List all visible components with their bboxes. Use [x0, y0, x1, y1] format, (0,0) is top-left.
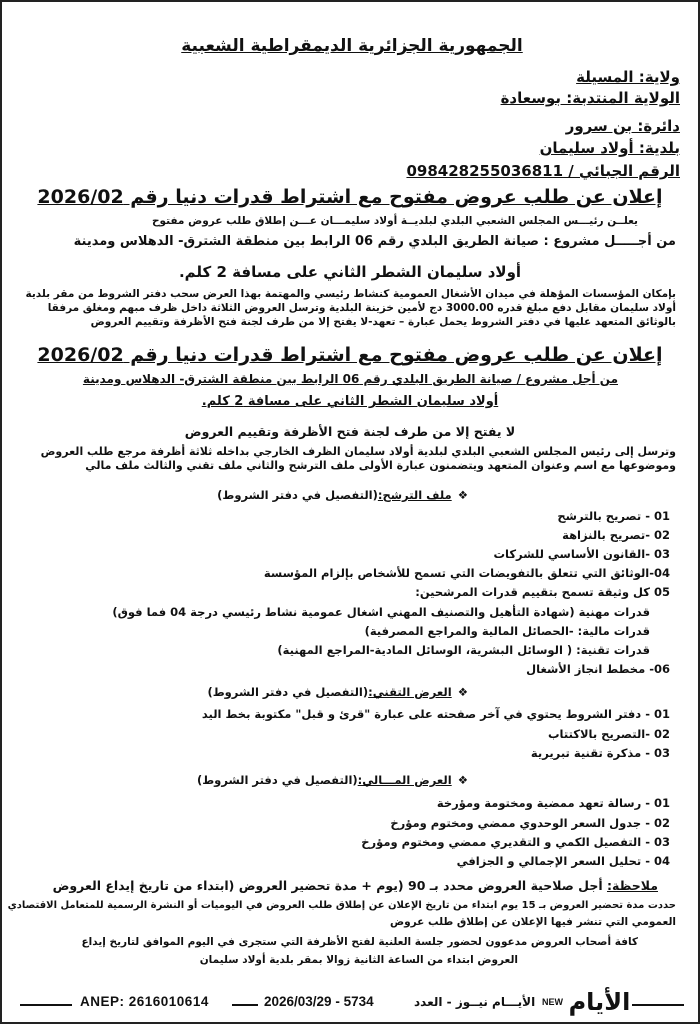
- logo-arabic-text: الأيام: [568, 988, 631, 1016]
- commune-line: بلدية: أولاد سليمان: [539, 139, 680, 157]
- diamond-bullet-icon: ❖: [457, 488, 468, 502]
- note-line-3: العمومي التي تنشر فيها الإعلان عن إطلاق طلب عروض: [389, 916, 676, 928]
- footer-rule: [232, 1004, 258, 1006]
- intro-line: يعلــن رئيـــس المجلس الشعبي البلدي لبلديــة أولاد سليمـــان عـــن إطلاق طلب عروض مفتوح: [151, 215, 638, 227]
- candidacy-item: 05 كل وثيقة تسمح بتقييم قدرات المرشحين:: [415, 585, 670, 599]
- footer-rule: [20, 1004, 72, 1006]
- project-line-2: أولاد سليمان الشطر الثاني على مسافة 2 كلم.: [178, 263, 522, 281]
- technical-item: 03 - مذكرة تقنية تبريرية: [530, 746, 670, 760]
- newspaper-logo: [542, 988, 630, 1016]
- candidacy-subitem: قدرات مهنية (شهادة التأهيل والتصنيف المهني اشغال عمومية نشاط رئيسي درجة 04 فما فوق): [112, 605, 650, 619]
- send-paragraph: وترسل إلى رئيس المجلس الشعبي البلدي لبلدية أولاد سليمان الظرف الخارجي بداخله ثلاثة أظرفة مرجع طلب العروض وموضوعها مع اسم وعنوان المتعهد ويتضمنون عبارة الأولى ملف الترشح والثاني ملف تقني والثالث ملف مالي: [40, 445, 676, 472]
- financial-item: 04 - تحليل السعر الإجمالي و الجزافي: [456, 854, 670, 868]
- note-line-5: العروض ابتداء من الساعة الثانية زوالا بمقر بلدية أولاد سليمان: [199, 954, 518, 966]
- wilaya-delegate-line: الولاية المنتدبة: بوسعادة: [500, 89, 680, 107]
- candidacy-item: 02 -تصريح بالنزاهة: [562, 528, 670, 542]
- technical-item: 02 -التصريح بالاكتتاب: [548, 727, 670, 741]
- candidacy-item-last: 06- مخطط انجاز الأشغال: [526, 662, 670, 676]
- candidacy-subitem: قدرات مالية: -الحصائل المالية والمراجع المصرفية): [364, 624, 650, 638]
- project-line-1: من أجـــــل مشروع : صيانة الطريق البلدي رقم 06 الرابط بين منطقة الشترق- الدهلاس ومدينة: [73, 234, 676, 249]
- financial-item: 02 - جدول السعر الوحدوي ممضي ومختوم ومؤرخ: [390, 816, 670, 830]
- note-line-1: ملاحظة: أجل صلاحية العروض محدد بـ 90 (يوم + مدة تحضير العروض (ابتداء من تاريخ إيداع العروض: [52, 878, 658, 893]
- candidacy-header: ❖ملف الترشح:(التفصيل في دفتر الشروط): [217, 488, 468, 502]
- diamond-bullet-icon: ❖: [457, 685, 468, 699]
- diamond-bullet-icon: ❖: [457, 773, 468, 787]
- note-line-4: كافة أصحاب العروض مدعوون لحضور جلسة العلنية لفتح الأظرفة التي ستجرى في اليوم الموافق لتاريخ إيداع: [81, 936, 638, 948]
- candidacy-item: 01 - تصريح بالترشح: [557, 509, 670, 523]
- announcement-title: إعلان عن طلب عروض مفتوح مع اشتراط قدرات دنيا رقم 2026/02: [37, 186, 663, 208]
- repeat-project-1: من أجل مشروع / صيانة الطريق البلدي رقم 06 الرابط بين منطقة الشترق- الدهلاس ومدينة: [82, 372, 618, 386]
- republic-title: الجمهورية الجزائرية الديمقراطية الشعبية: [181, 36, 523, 56]
- financial-item: 03 - التفصيل الكمي و التقديري ممضي ومختوم ومؤرخ: [361, 835, 670, 849]
- candidacy-item: 03 -القانون الأساسي للشركات: [493, 547, 670, 561]
- logo-new-text: NEW: [542, 997, 563, 1007]
- footer-date-issue: 2026/03/29 - 5734: [264, 994, 374, 1009]
- footer: [2, 988, 698, 1016]
- daira-line: دائرة: بن سرور: [565, 117, 680, 135]
- footer-rule: [632, 1004, 684, 1006]
- candidacy-item: 04-الوثائق التي تتعلق بالتفويضات التي تسمح للأشخاص بإلزام المؤسسة: [263, 566, 670, 580]
- footer-paper-name: الأيـــام نيــوز - العدد: [414, 995, 536, 1009]
- repeat-title: إعلان عن طلب عروض مفتوح مع اشتراط قدرات دنيا رقم 2026/02: [37, 344, 663, 366]
- technical-header: ❖العرض التقني:(التفصيل في دفتر الشروط): [207, 685, 468, 699]
- repeat-project-2: أولاد سليمان الشطر الثاني على مسافة 2 كلم.: [201, 394, 499, 409]
- footer-anep: ANEP: 2616010614: [80, 994, 209, 1009]
- no-open-line: لا يفتح إلا من طرف لجنة فتح الأظرفة وتقييم العروض: [184, 424, 516, 439]
- candidacy-subitem: قدرات تقنية: ( الوسائل البشرية، الوسائل المادية-المراجع المهنية): [277, 643, 650, 657]
- financial-item: 01 - رسالة تعهد ممضية ومختومة ومؤرخة: [436, 796, 670, 810]
- wilaya-line: ولاية: المسيلة: [576, 68, 680, 86]
- financial-header: ❖العرض المـــالي:(التفصيل في دفتر الشروط): [196, 773, 468, 787]
- technical-item: 01 - دفتر الشروط يحتوي في آخر صفحته على عبارة "قرئ و قبل" مكتوبة بخط اليد: [201, 707, 670, 721]
- body-paragraph: بإمكان المؤسسات المؤهلة في ميدان الأشغال العمومية كنشاط رئيسي والمهتمة بهذا العرض سحب دفتر الشروط من مقر بلدية أولاد سليمان مقابل دفع مبلغ قدره 3000.00 دج لأمين خزينة البلدية وترسل العروض الثلاثة داخل ظرف مبهم ومغلق مرفقا بالوثائق المتعهد عليها في دفتر الشروط يحمل عبارة – تعهد-لا يفتح إلا من طرف لجنة فتح الأظرفة وتقييم العروض: [25, 288, 676, 328]
- nif-line: الرقم الجبائي / 098428255036811: [406, 162, 680, 180]
- note-line-2: حددت مدة تحضير العروض بـ 15 يوم ابتداء من تاريخ الإعلان عن إطلاق طلب العروض في اليوميات أو النشرة الرسمية للمتعامل الاقتصادي: [7, 900, 676, 911]
